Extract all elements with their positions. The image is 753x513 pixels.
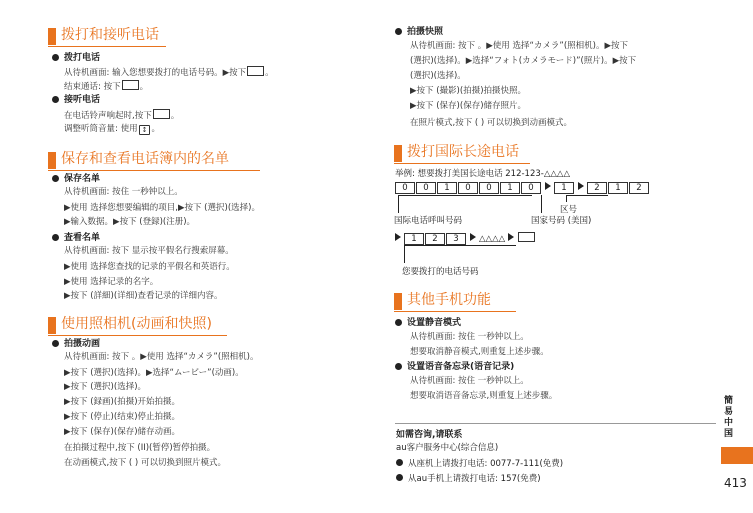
text-line: 在电话铃声响起时,按下 。: [64, 111, 180, 121]
arrow-icon: [578, 182, 584, 190]
intl-example: 举例: 想要拨打美国长途电话 212-123-△△△△: [395, 169, 570, 179]
number-tail: △△△△: [479, 234, 506, 244]
text-line: 从待机画面: 输入您想要拨打的电话号码。▶按下 。: [64, 68, 274, 78]
text-line: 在动画模式,按下 ( ) 可以切换到照片模式。: [64, 458, 226, 468]
call-key-icon: [247, 66, 264, 76]
callout-line: [398, 195, 532, 196]
bullet-icon: [395, 319, 402, 326]
text-line: 从待机画面: 按住 一秒钟以上。: [410, 376, 529, 386]
digit-key: 1: [437, 182, 457, 194]
heading-marker: [48, 152, 56, 169]
bullet-icon: [52, 340, 59, 347]
callout-line: [566, 195, 567, 202]
item-make-call: 拨打电话: [52, 53, 100, 64]
text-line: ▶按下 (保存)(保存)储存照片。: [410, 101, 527, 111]
section-title: 使用照相机(动画和快照): [61, 316, 212, 332]
text-line: 从待机画面: 按住 一秒钟以上。: [64, 187, 183, 197]
bullet-icon: [396, 459, 403, 466]
text-line: 从待机画面: 按下 。▶使用 选择“カメラ”(照相机)。: [64, 352, 259, 362]
callout-line: [541, 195, 542, 213]
digit-key: 1: [554, 182, 574, 194]
label-intl-prefix: 国际电话呼叫号码: [394, 216, 463, 226]
text-line: 结束通话: 按下 。: [64, 82, 149, 92]
volume-key-icon: ↕: [139, 125, 151, 135]
section-heading-other: [394, 291, 516, 312]
digit-key: 1: [608, 182, 628, 194]
text-line: ▶使用 选择您想要编辑的项目,▶按下 (選択)(选择)。: [64, 203, 260, 213]
text-line: 从待机画面: 按下 。▶使用 选择“カメラ”(照相机)。▶按下: [410, 41, 628, 51]
bullet-icon: [52, 96, 59, 103]
label-dial-number: 您要拨打的电话号码: [402, 267, 479, 277]
arrow-icon: [545, 182, 551, 190]
digit-key: 0: [395, 182, 415, 194]
text-line: 从待机画面: 按住 一秒钟以上。: [410, 332, 529, 342]
bullet-icon: [395, 28, 402, 35]
text-line: ▶按下 (詳細)(详细)查看记录的详细内容。: [64, 291, 223, 301]
text-line: ▶按下 (停止)(结束)停止拍摄。: [64, 412, 181, 422]
dial-sequence-2: [395, 232, 536, 245]
text-line: ▶使用 选择您查找的记录的平假名和英语行。: [64, 262, 235, 272]
section-title: 其他手机功能: [407, 292, 491, 308]
digit-key: 3: [446, 233, 466, 245]
text-line: 想要取消语音备忘录,则重复上述步骤。: [410, 391, 558, 401]
text-line: ▶使用 选择记录的名字。: [64, 277, 159, 287]
item-silent-mode: 设置静音模式: [395, 318, 461, 329]
text-line: ▶按下 (保存)(保存)储存动画。: [64, 427, 181, 437]
item-take-photo: 拍摄快照: [395, 27, 443, 38]
section-title: 保存和查看电话簿内的名单: [61, 151, 229, 167]
label-area-code: 区号: [560, 205, 578, 215]
text-line: ▶按下 (選択)(选择)。▶选择“ムービー”(动画)。: [64, 368, 244, 378]
text-line: 从待机画面: 按下 显示按平假名行搜索屏幕。: [64, 246, 234, 256]
digit-key: 2: [587, 182, 607, 194]
heading-marker: [48, 317, 56, 334]
heading-marker: [394, 145, 402, 162]
text-line: ▶按下 (録画)(拍摄)开始拍摄。: [64, 397, 181, 407]
text-line: 在照片模式,按下 ( ) 可以切换到动画模式。: [410, 118, 572, 128]
item-save-entry: 保存名单: [52, 174, 100, 185]
callout-line: [398, 195, 399, 213]
section-title: 拨打和接听电话: [61, 27, 159, 43]
digit-key: 0: [521, 182, 541, 194]
text-line: 想要取消静音模式,则重复上述步骤。: [410, 347, 549, 357]
call-key-icon: [518, 232, 535, 242]
text-line: ▶输入数据。▶按下 (登録)(注册)。: [64, 217, 196, 227]
contact-title: 如需咨询,请联系: [396, 430, 463, 440]
arrow-icon: [395, 233, 401, 241]
call-key-icon: [153, 109, 170, 119]
text-line: 在拍摄过程中,按下 (II)(暂停)暂停拍摄。: [64, 443, 216, 453]
end-key-icon: [122, 80, 139, 90]
bullet-icon: [52, 54, 59, 61]
item-voice-memo: 设置语音备忘录(语音记录): [395, 362, 514, 373]
bullet-icon: [396, 474, 403, 481]
item-record-video: 拍摄动画: [52, 339, 100, 350]
digit-key: 0: [458, 182, 478, 194]
divider: [395, 423, 716, 424]
label-country-code: 国家号码 (美国): [531, 216, 592, 226]
contact-line-landline: 从座机上请拨打电话: 0077-7-111(免费): [396, 457, 563, 469]
text-line: ▶按下 (選択)(选择)。: [64, 382, 147, 392]
text-line: (選択)(选择)。: [410, 71, 466, 81]
arrow-icon: [508, 233, 514, 241]
contact-info: [395, 425, 717, 487]
side-tab-marker: [721, 447, 753, 464]
bullet-icon: [395, 363, 402, 370]
contact-line-mobile: 从au手机上请拨打电话: 157(免费): [396, 472, 541, 484]
digit-key: 0: [479, 182, 499, 194]
page-number: 413: [724, 476, 747, 490]
section-heading-camera: [48, 315, 227, 336]
digit-key: 2: [629, 182, 649, 194]
callout-line: [404, 245, 516, 246]
item-view-entry: 查看名单: [52, 233, 100, 244]
side-tab-label: 簡 易 中 国: [723, 396, 733, 439]
heading-marker: [394, 293, 402, 310]
digit-key: 2: [425, 233, 445, 245]
callout-line: [404, 245, 405, 263]
heading-marker: [48, 28, 56, 45]
arrow-icon: [470, 233, 476, 241]
text-line: 调整听筒音量: 使用 ↕ 。: [64, 124, 160, 134]
digit-key: 0: [416, 182, 436, 194]
text-line: ▶按下 (撮影)(拍摄)拍摄快照。: [410, 86, 527, 96]
contact-subtitle: au客户服务中心(综合信息): [396, 443, 499, 453]
section-heading-calls: [48, 26, 166, 47]
digit-key: 1: [500, 182, 520, 194]
bullet-icon: [52, 175, 59, 182]
section-heading-phonebook: [48, 150, 260, 171]
section-title: 拨打国际长途电话: [407, 144, 519, 160]
callout-line: [566, 195, 608, 196]
item-answer-call: 接听电话: [52, 95, 100, 106]
section-heading-intl: [394, 143, 530, 164]
bullet-icon: [52, 234, 59, 241]
dial-sequence-1: [395, 182, 650, 194]
digit-key: 1: [404, 233, 424, 245]
text-line: (選択)(选择)。▶选择“フォト(カメラモード)”(照片)。▶按下: [410, 56, 637, 66]
